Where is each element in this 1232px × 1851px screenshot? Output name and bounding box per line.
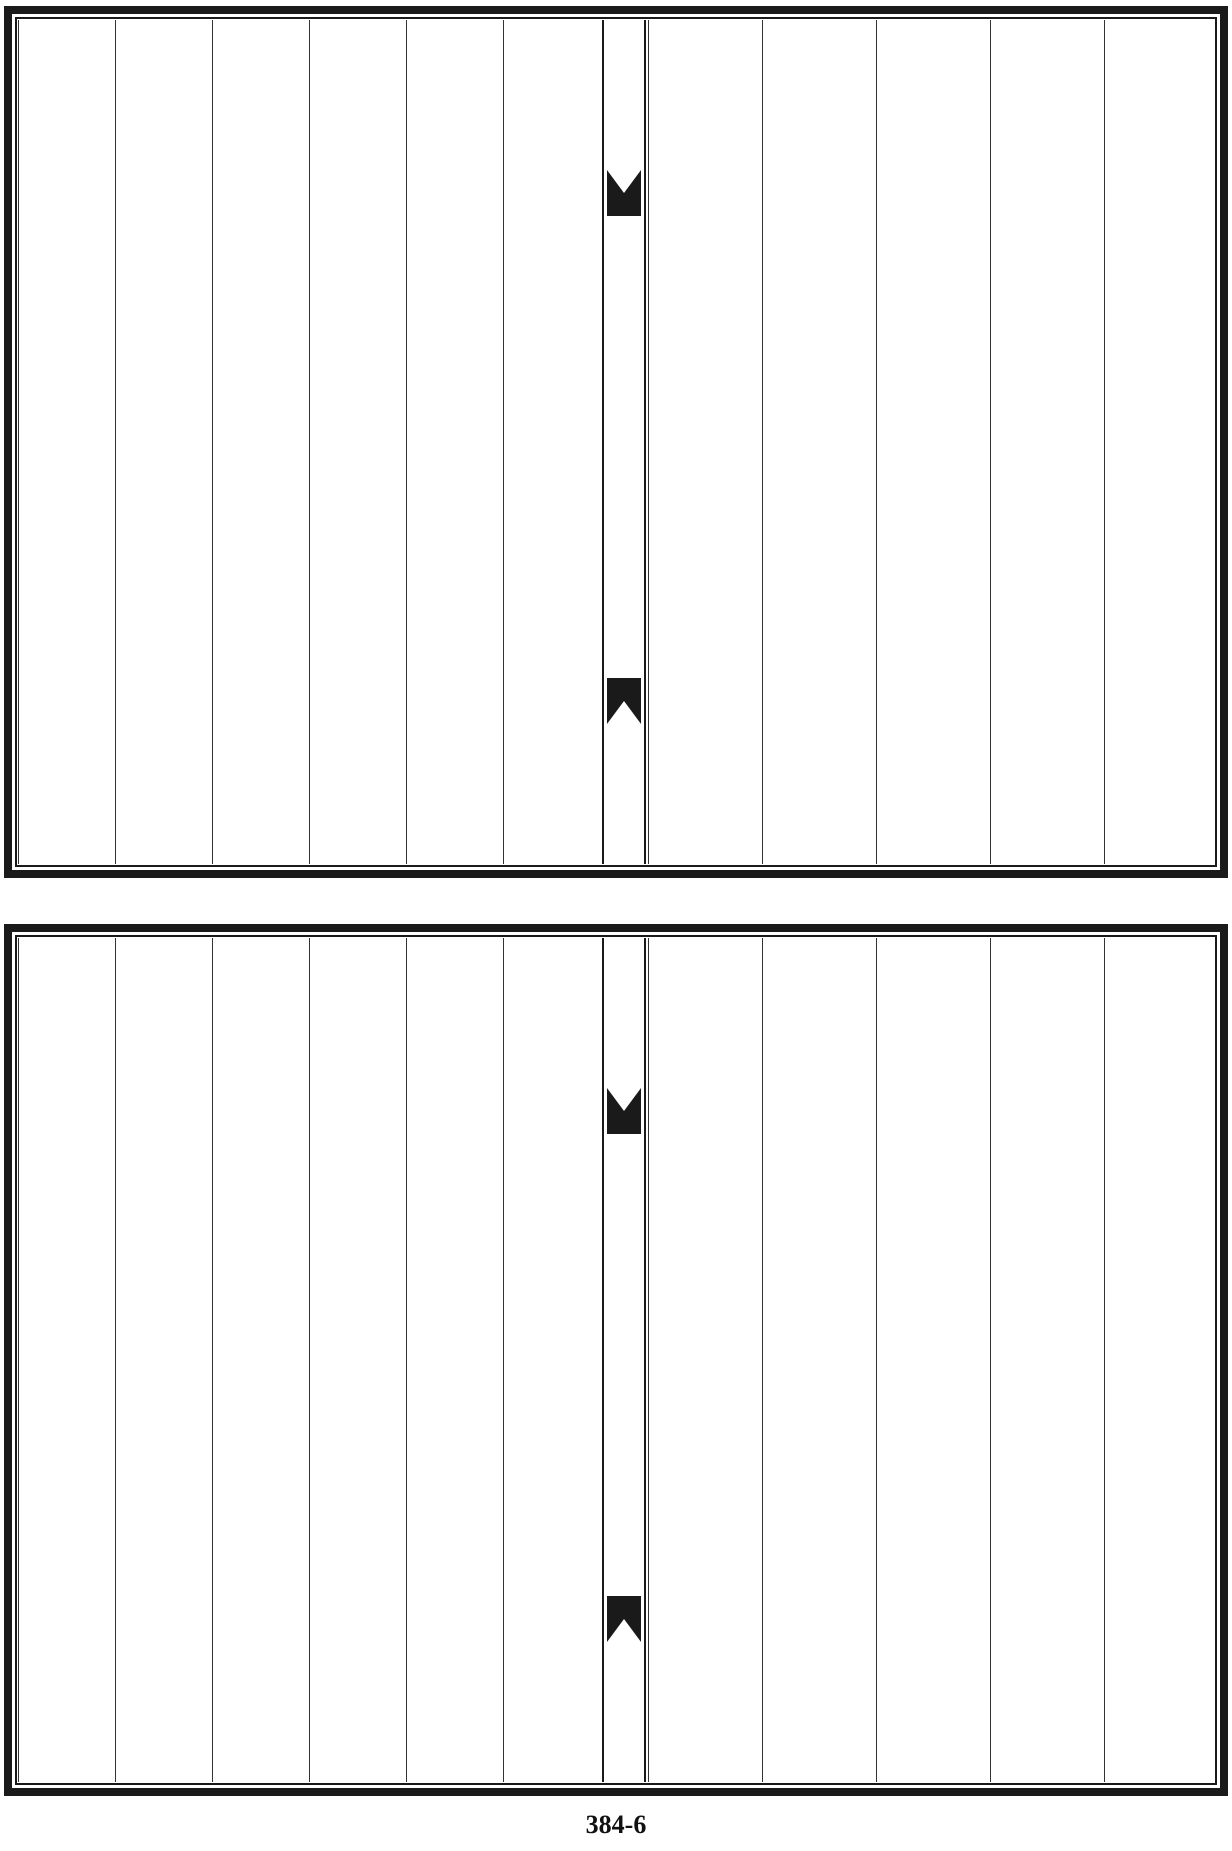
text-column <box>116 36 168 848</box>
fish-tail-ornament <box>607 170 641 216</box>
text-column <box>310 36 362 848</box>
text-column <box>213 954 265 1766</box>
fish-tail-ornament <box>607 678 641 724</box>
text-column <box>19 36 71 848</box>
text-column <box>763 36 815 848</box>
bottom-page-panel <box>4 924 1228 1796</box>
center-fold-strip <box>602 20 646 864</box>
text-column <box>1105 954 1157 1766</box>
fish-tail-ornament <box>607 1596 641 1642</box>
page-number: 384-6 <box>585 1810 647 1839</box>
text-column <box>504 36 556 848</box>
text-column <box>310 954 362 1766</box>
text-column <box>991 36 1043 848</box>
top-page-panel <box>4 6 1228 878</box>
text-column <box>991 954 1043 1766</box>
text-column <box>504 954 556 1766</box>
center-fold-strip <box>602 938 646 1782</box>
text-column <box>649 954 701 1766</box>
text-column <box>1105 36 1157 848</box>
text-column <box>877 954 929 1766</box>
text-column <box>407 954 459 1766</box>
text-column <box>116 954 168 1766</box>
fish-tail-ornament <box>607 1088 641 1134</box>
text-column <box>213 36 265 848</box>
text-column <box>763 954 815 1766</box>
text-column <box>407 36 459 848</box>
text-column <box>649 36 701 848</box>
text-column <box>19 954 71 1766</box>
text-column <box>877 36 929 848</box>
